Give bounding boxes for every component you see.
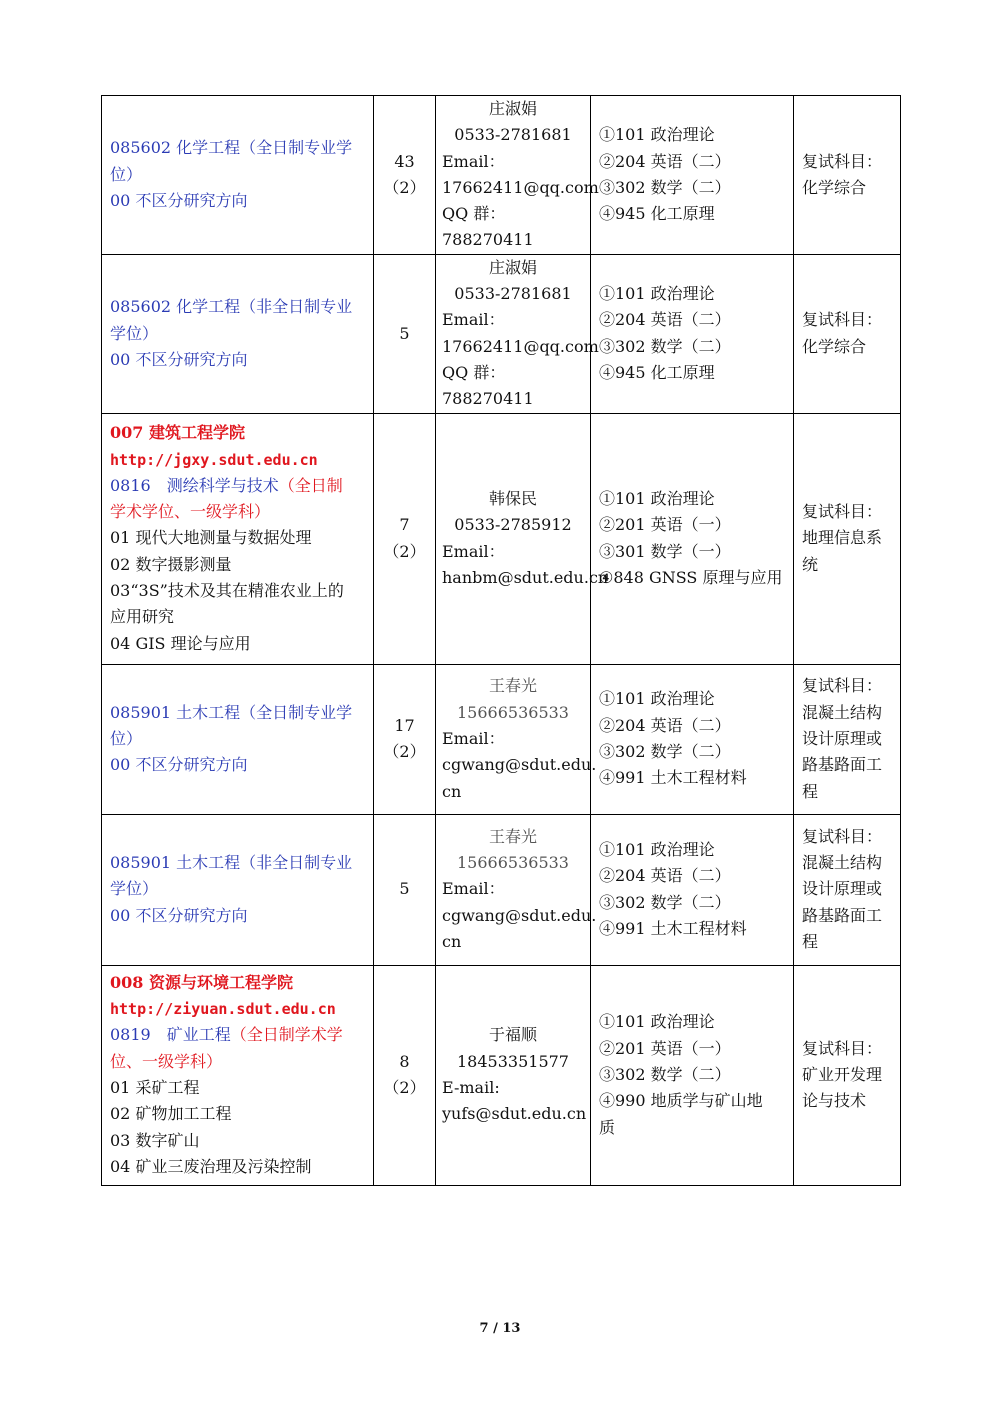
contact-cell bbox=[436, 96, 599, 255]
exam-item: ①101 政治理论 bbox=[599, 125, 715, 145]
contact-email-cont: cn bbox=[442, 781, 462, 801]
exam-item: ①101 政治理论 bbox=[599, 1012, 715, 1032]
exam-item: ④991 土木工程材料 bbox=[599, 918, 747, 938]
direction-item: 04 矿业三废治理及污染控制 bbox=[110, 1156, 312, 1176]
major-cell bbox=[102, 965, 374, 1185]
quota-sub: （2） bbox=[383, 742, 426, 762]
quota-value: 5 bbox=[399, 323, 410, 343]
major-direction: 00 不区分研究方向 bbox=[110, 191, 248, 211]
contact-cell bbox=[436, 664, 597, 814]
contact-phone: 0533-2781681 bbox=[454, 125, 572, 145]
retest-line: 设计原理或 bbox=[802, 728, 883, 748]
retest-line: 论与技术 bbox=[802, 1091, 867, 1111]
exam-item: ③302 数学（二） bbox=[599, 336, 731, 356]
table-row bbox=[102, 965, 901, 1185]
major-line: 085602 化学工程（全日制专业学 bbox=[110, 138, 353, 158]
major-direction: 00 不区分研究方向 bbox=[110, 905, 248, 925]
quota-value: 5 bbox=[399, 879, 410, 899]
major-cell bbox=[102, 413, 374, 664]
exam-item: ②201 英语（一） bbox=[599, 1038, 731, 1058]
retest-line: 复试科目： bbox=[802, 826, 883, 846]
contact-name: 于福顺 bbox=[488, 1025, 537, 1045]
exam-item: 质 bbox=[599, 1117, 616, 1137]
quota-cell bbox=[374, 413, 436, 664]
quota-cell bbox=[374, 664, 436, 814]
direction-item: 02 矿物加工工程 bbox=[110, 1104, 232, 1124]
major-line: 学位） bbox=[110, 879, 159, 899]
contact-email: hanbm@sdut.edu.cn bbox=[442, 567, 609, 587]
exam-cell bbox=[591, 96, 794, 255]
major-type: （全日制学术学 bbox=[230, 1025, 343, 1045]
exam-cell bbox=[591, 664, 794, 814]
contact-qq: QQ 群：788270411 bbox=[442, 204, 534, 250]
major-line: 085602 化学工程（非全日制专业 bbox=[110, 297, 353, 317]
retest-line: 地理信息系 bbox=[802, 528, 883, 548]
table-row bbox=[102, 664, 901, 814]
major-code: 0819 矿业工程 bbox=[110, 1025, 231, 1045]
exam-item: ②204 英语（二） bbox=[599, 866, 731, 886]
contact-cell bbox=[436, 254, 599, 413]
direction-item: 01 采矿工程 bbox=[110, 1078, 200, 1098]
exam-item: ④991 土木工程材料 bbox=[599, 768, 747, 788]
contact-phone: 15666536533 bbox=[457, 702, 569, 722]
table-row bbox=[102, 254, 901, 413]
exam-item: ①101 政治理论 bbox=[599, 284, 715, 304]
contact-cell bbox=[436, 814, 597, 965]
contact-email-label: Email： bbox=[442, 728, 505, 748]
major-type: （全日制 bbox=[278, 475, 343, 495]
major-line: 学位） bbox=[110, 323, 159, 343]
contact-email-label: Email： bbox=[442, 310, 505, 330]
quota-value: 43 bbox=[394, 151, 415, 171]
quota-value: 7 bbox=[399, 515, 410, 535]
direction-item: 02 数字摄影测量 bbox=[110, 554, 232, 574]
exam-item: ③302 数学（二） bbox=[599, 892, 731, 912]
retest-line: 路基路面工 bbox=[802, 755, 883, 775]
contact-email: 17662411@qq.com bbox=[442, 336, 599, 356]
exam-item: ②204 英语（二） bbox=[599, 151, 731, 171]
school-url-link[interactable]: http://ziyuan.sdut.edu.cn bbox=[110, 1000, 336, 1019]
major-direction: 00 不区分研究方向 bbox=[110, 349, 248, 369]
contact-name: 韩保民 bbox=[488, 488, 537, 508]
exam-item: ④945 化工原理 bbox=[599, 204, 715, 224]
retest-line: 程 bbox=[802, 932, 819, 951]
retest-line: 路基路面工 bbox=[802, 905, 883, 925]
retest-cell bbox=[794, 96, 901, 255]
retest-line: 统 bbox=[802, 554, 819, 574]
contact-cell bbox=[436, 965, 591, 1185]
major-cell bbox=[102, 254, 374, 413]
table-row bbox=[102, 96, 901, 255]
contact-phone: 15666536533 bbox=[457, 853, 569, 873]
contact-phone: 0533-2785912 bbox=[454, 515, 572, 535]
major-type-cont: 学术学位、一级学科） bbox=[110, 502, 271, 522]
retest-line: 设计原理或 bbox=[802, 879, 883, 899]
retest-line: 混凝土结构 bbox=[802, 853, 883, 873]
retest-line: 复试科目： bbox=[802, 1038, 883, 1058]
page-number: 7 / 13 bbox=[479, 1321, 521, 1336]
major-type-cont: 位、一级学科） bbox=[110, 1051, 223, 1071]
exam-cell bbox=[591, 254, 794, 413]
contact-name: 王春光 bbox=[488, 826, 537, 846]
exam-item: ④945 化工原理 bbox=[599, 362, 715, 382]
direction-item: 应用研究 bbox=[110, 607, 175, 627]
direction-item: 03“3S”技术及其在精准农业上的 bbox=[110, 581, 344, 600]
contact-email-label: Email： bbox=[442, 879, 505, 899]
contact-name: 王春光 bbox=[488, 676, 537, 696]
retest-cell bbox=[794, 814, 901, 965]
exam-item: ②204 英语（二） bbox=[599, 715, 731, 735]
table-row bbox=[102, 814, 901, 965]
exam-item: ①101 政治理论 bbox=[599, 689, 715, 709]
retest-line: 化学综合 bbox=[802, 336, 867, 356]
exam-item: ④990 地质学与矿山地 bbox=[599, 1091, 763, 1111]
contact-email-label: Email： bbox=[442, 151, 505, 171]
quota-sub: （2） bbox=[383, 177, 426, 197]
contact-cell bbox=[436, 413, 609, 664]
retest-line: 矿业开发理 bbox=[802, 1064, 883, 1084]
table-row bbox=[102, 413, 901, 664]
exam-cell bbox=[591, 413, 794, 664]
major-cell bbox=[102, 664, 374, 814]
quota-cell bbox=[374, 254, 436, 413]
contact-email-cont: cn bbox=[442, 932, 462, 951]
quota-value: 17 bbox=[394, 715, 415, 735]
contact-email: cgwang@sdut.edu. bbox=[442, 905, 597, 925]
contact-email-label: E-mail: bbox=[442, 1078, 500, 1098]
contact-email-label: Email： bbox=[442, 541, 505, 561]
major-cell bbox=[102, 814, 374, 965]
retest-line: 程 bbox=[802, 781, 819, 801]
exam-item: ③301 数学（一） bbox=[599, 541, 731, 561]
major-cell bbox=[102, 96, 374, 255]
retest-line: 混凝土结构 bbox=[802, 702, 883, 722]
major-direction: 00 不区分研究方向 bbox=[110, 755, 248, 775]
exam-cell bbox=[591, 965, 794, 1185]
major-code: 0816 测绘科学与技术 bbox=[110, 475, 279, 495]
contact-email: cgwang@sdut.edu. bbox=[442, 755, 597, 775]
retest-cell bbox=[794, 254, 901, 413]
contact-name: 庄淑娟 bbox=[488, 99, 537, 118]
retest-line: 复试科目： bbox=[802, 310, 883, 330]
exam-item: ③302 数学（二） bbox=[599, 1064, 731, 1084]
quota-value: 8 bbox=[399, 1051, 410, 1071]
school-url-link[interactable]: http://jgxy.sdut.edu.cn bbox=[110, 450, 318, 469]
contact-name: 庄淑娟 bbox=[488, 257, 537, 277]
direction-item: 04 GIS 理论与应用 bbox=[110, 633, 251, 653]
retest-cell bbox=[794, 965, 901, 1185]
direction-item: 03 数字矿山 bbox=[110, 1130, 200, 1150]
contact-email: yufs@sdut.edu.cn bbox=[442, 1104, 587, 1124]
exam-item: ①101 政治理论 bbox=[599, 839, 715, 859]
exam-item: ③302 数学（二） bbox=[599, 177, 731, 197]
retest-line: 复试科目： bbox=[802, 502, 883, 522]
retest-line: 复试科目： bbox=[802, 151, 883, 171]
exam-item: ②201 英语（一） bbox=[599, 515, 731, 535]
contact-email: 17662411@qq.com bbox=[442, 177, 599, 197]
contact-phone: 0533-2781681 bbox=[454, 284, 572, 304]
retest-line: 化学综合 bbox=[802, 177, 867, 197]
quota-cell bbox=[374, 814, 436, 965]
major-line: 085901 土木工程（非全日制专业 bbox=[110, 853, 353, 873]
major-line: 位） bbox=[110, 164, 143, 184]
major-line: 位） bbox=[110, 728, 143, 748]
program-table bbox=[101, 95, 901, 1186]
school-name: 008 资源与环境工程学院 bbox=[110, 972, 293, 992]
exam-item: ②204 英语（二） bbox=[599, 310, 731, 330]
quota-cell bbox=[374, 965, 436, 1185]
major-line: 085901 土木工程（全日制专业学 bbox=[110, 702, 353, 722]
retest-cell bbox=[794, 413, 901, 664]
quota-cell bbox=[374, 96, 436, 255]
exam-item: ①101 政治理论 bbox=[599, 488, 715, 508]
quota-sub: （2） bbox=[383, 541, 426, 561]
retest-line: 复试科目： bbox=[802, 676, 883, 696]
contact-phone: 18453351577 bbox=[457, 1051, 569, 1071]
school-name: 007 建筑工程学院 bbox=[110, 423, 245, 443]
exam-cell bbox=[591, 814, 794, 965]
contact-qq: QQ 群：788270411 bbox=[442, 362, 534, 409]
retest-cell bbox=[794, 664, 901, 814]
exam-item: ④848 GNSS 原理与应用 bbox=[599, 567, 783, 587]
direction-item: 01 现代大地测量与数据处理 bbox=[110, 528, 312, 548]
quota-sub: （2） bbox=[383, 1078, 426, 1098]
exam-item: ③302 数学（二） bbox=[599, 742, 731, 762]
